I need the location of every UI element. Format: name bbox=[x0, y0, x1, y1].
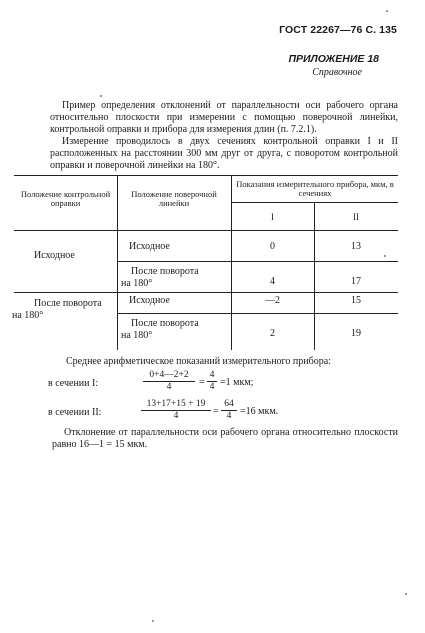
scan-speck bbox=[384, 255, 386, 257]
section-1-numerator: 0+4—2+2 bbox=[143, 370, 195, 382]
scan-speck bbox=[386, 10, 388, 12]
readings-table bbox=[14, 175, 398, 350]
section-2-label: в сечении II: bbox=[48, 407, 102, 418]
section-1-result: =1 мкм; bbox=[220, 377, 254, 388]
row2-ruler-line2: на 180° bbox=[121, 278, 153, 289]
intro-paragraph-2: Измерение проводилось в двух сечениях контрольной оправки I и II расположенных на расстоянии 300 мм друг от друга, с поворотом контрольной оправки и поверочной линейки на 180°. bbox=[50, 136, 398, 171]
row3-mandrel-line1: После поворота bbox=[34, 298, 102, 309]
row1-value-2: 13 bbox=[351, 241, 361, 252]
appendix-note: Справочное bbox=[312, 67, 362, 78]
row3-mandrel-line2: на 180° bbox=[12, 310, 44, 321]
averages-intro: Среднее арифметическое показаний измерительного прибора: bbox=[66, 356, 331, 367]
row2-ruler-line1: После поворота bbox=[131, 266, 199, 277]
header-section-1: I bbox=[271, 212, 274, 222]
section-2-result: =16 мкм. bbox=[240, 406, 279, 417]
section-2-equals: = bbox=[213, 406, 219, 417]
section-2-denominator: 4 bbox=[173, 411, 179, 421]
header-readings: Показания измерительного прибора, мкм, в сечениях bbox=[236, 179, 394, 198]
row4-value-2: 19 bbox=[351, 328, 361, 339]
header-mandrel-position: Положение контрольной оправки bbox=[20, 189, 111, 208]
row3-value-2: 15 bbox=[351, 295, 361, 306]
table-rule-row2 bbox=[14, 292, 398, 293]
table-rule-v1 bbox=[117, 175, 118, 350]
table-rule-row3 bbox=[117, 313, 398, 314]
row1-ruler: Исходное bbox=[129, 241, 170, 252]
scan-speck bbox=[405, 593, 407, 595]
appendix-title: ПРИЛОЖЕНИЕ 18 bbox=[288, 53, 379, 65]
section-1-numerator-2: 4 bbox=[207, 370, 217, 382]
header-ruler-position: Положение поверочной линейки bbox=[131, 189, 217, 208]
section-1-denominator: 4 bbox=[166, 382, 172, 392]
section-2-fraction bbox=[141, 399, 211, 422]
table-rule-v2 bbox=[231, 175, 232, 350]
section-1-label: в сечении I: bbox=[48, 378, 99, 389]
section-1-equals: = bbox=[199, 377, 205, 388]
row2-value-1: 4 bbox=[270, 276, 275, 287]
section-2-numerator-2: 64 bbox=[221, 399, 237, 411]
row3-ruler: Исходное bbox=[129, 295, 170, 306]
table-rule-top bbox=[14, 175, 398, 176]
section-2-numerator: 13+17+15 + 19 bbox=[141, 399, 211, 411]
row1-mandrel: Исходное bbox=[34, 250, 75, 261]
table-rule-header bbox=[14, 230, 398, 231]
row4-ruler-line2: на 180° bbox=[121, 330, 153, 341]
section-2-denominator-2: 4 bbox=[226, 411, 232, 421]
header-section-2: II bbox=[353, 212, 359, 222]
section-1-fraction-2 bbox=[207, 370, 217, 393]
row3-value-1: —2 bbox=[265, 295, 280, 306]
page-header: ГОСТ 22267—76 С. 135 bbox=[279, 24, 397, 36]
section-2-fraction-2 bbox=[221, 399, 237, 422]
intro-paragraph-1: Пример определения отклонений от параллельности оси рабочего органа относительно плоскости при измерении с помощью поверочной линейки, контрольной оправки и прибора для измерения длин (п. 7.2.1). bbox=[50, 100, 398, 135]
row4-value-1: 2 bbox=[270, 328, 275, 339]
scan-speck bbox=[100, 95, 102, 97]
section-1-denominator-2: 4 bbox=[209, 382, 215, 392]
row2-value-2: 17 bbox=[351, 276, 361, 287]
section-1-fraction bbox=[143, 370, 195, 393]
row1-value-1: 0 bbox=[270, 241, 275, 252]
scan-speck bbox=[152, 620, 154, 622]
conclusion-paragraph: Отклонение от параллельности оси рабочего органа относительно плоскости равно 16—1 = 15 мкм. bbox=[52, 427, 398, 450]
table-rule-row1 bbox=[117, 261, 398, 262]
row4-ruler-line1: После поворота bbox=[131, 318, 199, 329]
